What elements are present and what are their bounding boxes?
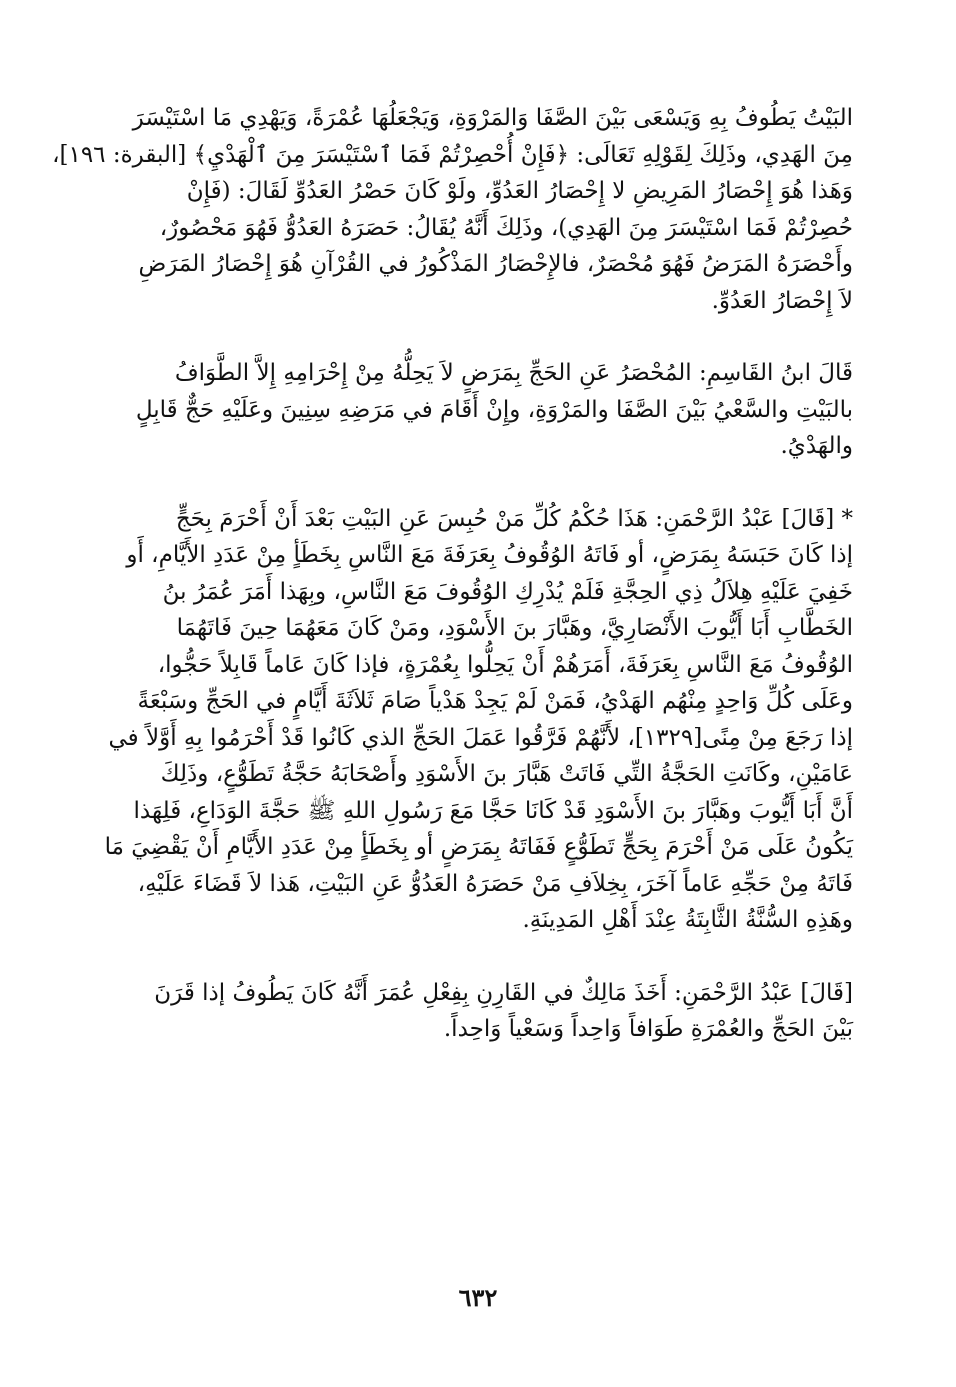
text-line: وعَلَى كُلِّ وَاحِدٍ مِنْهُم الهَدْيُ، فَمَنْ لَمْ يَجِدْ هَدْياً صَامَ ثَلاَثَةَ أَيَّامٍ في الحَجِّ وسَبْعَةً — [137, 688, 853, 714]
text-line: [قَالَ] عَبْدُ الرَّحْمَنِ: أَخَذَ مَالِكٌ في القَارِنِ بِفِعْلِ عُمَرَ أَنَّهُ كَانَ يَطُوفُ إذا قَرَنَ — [154, 979, 853, 1006]
paragraph-abd-al-rahman-ruling — [103, 501, 853, 939]
text-line: * [قَالَ] عَبْدُ الرَّحْمَنِ: هَذَا حُكْمُ كُلِّ مَنْ حُبِسَ عَنِ البَيْتِ بَعْدَ أَنْ أَحْرَمَ بِحَجٍّ — [175, 505, 853, 532]
text-line: وَهَذا هُوَ إِحْصَارُ المَرِيضِ لا إِحْصَارُ العَدُوِّ، ولَوْ كَانَ حَصْرُ العَدُوِّ لَقَالَ: (فَإِنْ — [186, 178, 853, 204]
page-body — [52, 100, 853, 1048]
text-line: إذا كَانَ حَبَسَهُ بِمَرَضٍ، أو فَاتَهُ الوُقُوفُ بِعَرَفَةَ مَعَ النَّاسِ بِخَطَأٍ مِنْ عَدَدِ الأَيَّامِ، أَو — [126, 542, 853, 568]
text-line: الوُقُوفُ مَعَ النَّاسِ بِعَرَفَةَ، أَمَرَهُمْ أَنْ يَحِلُّوا بِعُمْرَةٍ، فإذا كَانَ عَاماً قَابِلاً حَجُّوا، — [157, 651, 853, 678]
text-line: أَنَّ أَبَا أَيُّوبَ وهَبَّارَ بنَ الأَسْوَدِ قَدْ كَانَا حَجَّا مَعَ رَسُولِ اللهِ ﷺ حَجَّةَ الوَدَاعِ، فَلِهَذا — [133, 797, 853, 824]
text-line: البَيْتُ يَطُوفُ بِهِ وَيَسْعَى بَيْنَ الصَّفَا وَالمَرْوَةِ، وَيَجْعَلُهَا عُمْرَةً، وَيَهْدِي مَا اسْتَيْسَرَ — [132, 105, 853, 131]
paragraph-ibn-al-qasim — [103, 355, 853, 465]
text-line: إذا رَجَعَ مِنْ مِنًى[١٣٢٩]، لأَنَّهُمْ فَرَّقُوا عَمَلَ الحَجِّ الذي كَانُوا قَدْ أَحْرَمُوا بِهِ أَوَّلاً في — [108, 724, 853, 751]
paragraph-qarin — [103, 975, 853, 1048]
text-line: وأَحْصَرَهُ المَرَضُ فَهُوَ مُحْصَرٌ، فالإِحْصَارُ المَذْكُورُ في القُرْآنِ هُوَ إِحْصَارُ المَرَضِ — [138, 251, 853, 277]
text-line: بالبَيْتِ والسَّعْيُ بَيْنَ الصَّفَا والمَرْوَةِ، وإِنْ أَقَامَ في مَرَضِهِ سِنِينَ وعَلَيْهِ حَجٌّ قَابِلٍ — [135, 396, 853, 423]
text-line: بَيْنَ الحَجِّ والعُمْرَةِ طَوَافاً وَاحِداً وَسَعْياً وَاحِداً. — [443, 1016, 853, 1042]
paragraph-ihsar-definition — [52, 100, 853, 319]
text-line: يَكُونُ عَلَى مَنْ أَحْرَمَ بِحَجٍّ تَطَوُّعٍ فَفَاتَهُ بِمَرَضٍ أو بِخَطَأٍ مِنْ عَدَدِ الأَيَّامِ أَنْ يَقْضِيَ مَا — [104, 834, 853, 860]
text-line: لاَ إِحْصَارُ العَدُوِّ. — [711, 287, 853, 314]
text-line: حُصِرْتُمْ فَمَا اسْتَيْسَرَ مِنَ الهَدِي)، وذَلِكَ أَنَّهُ يُقَالُ: حَصَرَهُ العَدُوُّ فَهُوَ مَحْصُورٌ، — [159, 214, 853, 241]
text-line: قَالَ ابنُ القَاسِمِ: المُحْصَرُ عَنِ الحَجِّ بِمَرَضٍ لاَ يَحِلُّهُ مِنْ إِحْرَامِهِ إِلاَّ الطَّوَافُ — [174, 360, 853, 386]
paragraph-spacer — [103, 465, 853, 501]
text-line: خَفِيَ عَلَيْهِ هِلاَلُ ذِي الحِجَّةِ فَلَمْ يُدْرِكِ الوُقُوفَ مَعَ النَّاسِ، وبِهَذا أَمَرَ عُمَرُ بنُ — [162, 578, 853, 605]
paragraph-spacer — [103, 939, 853, 975]
text-line: وهَذِهِ السُّنَّةُ الثَّابِتَةُ عِنْدَ أَهْلِ المَدِينَةِ. — [522, 907, 853, 933]
text-line: مِنَ الهَدِي، وذَلِكَ لِقَوْلِهِ تَعَالَى: ﴿فَإِنْ أُحْصِرْتُمْ فَمَا ٱسْتَيْسَرَ مِنَ ٱلْهَدْيِ﴾ [البقرة: ١٩٦]، — [52, 141, 853, 168]
page-number: ٦٣٢ — [458, 1283, 498, 1312]
text-line: فَاتَهُ مِنْ حَجِّهِ عَاماً آخَرَ، بِخِلاَفِ مَنْ حَصَرَهُ العَدُوُّ عَنِ البَيْتِ، هَذا لاَ قَضَاءَ عَلَيْهِ، — [137, 870, 853, 897]
paragraph-spacer — [103, 319, 853, 355]
text-line: والهَدْيُ. — [780, 433, 853, 459]
text-line: الخَطَّابِ أَبَا أَيُّوبَ الأَنْصَارِيَّ، وهَبَّارَ بنَ الأَسْوَدِ، ومَنْ كَانَ مَعَهُمَا حِينَ فَاتَهُمَا — [176, 615, 853, 641]
text-line: عَامَيْنِ، وكَانَتِ الحَجَّةُ التِّي فَاتَتْ هَبَّارَ بنَ الأَسْوَدِ وأَصْحَابَهُ حَجَّةُ تَطَوُّعٍ، وذَلِكَ — [160, 761, 853, 787]
